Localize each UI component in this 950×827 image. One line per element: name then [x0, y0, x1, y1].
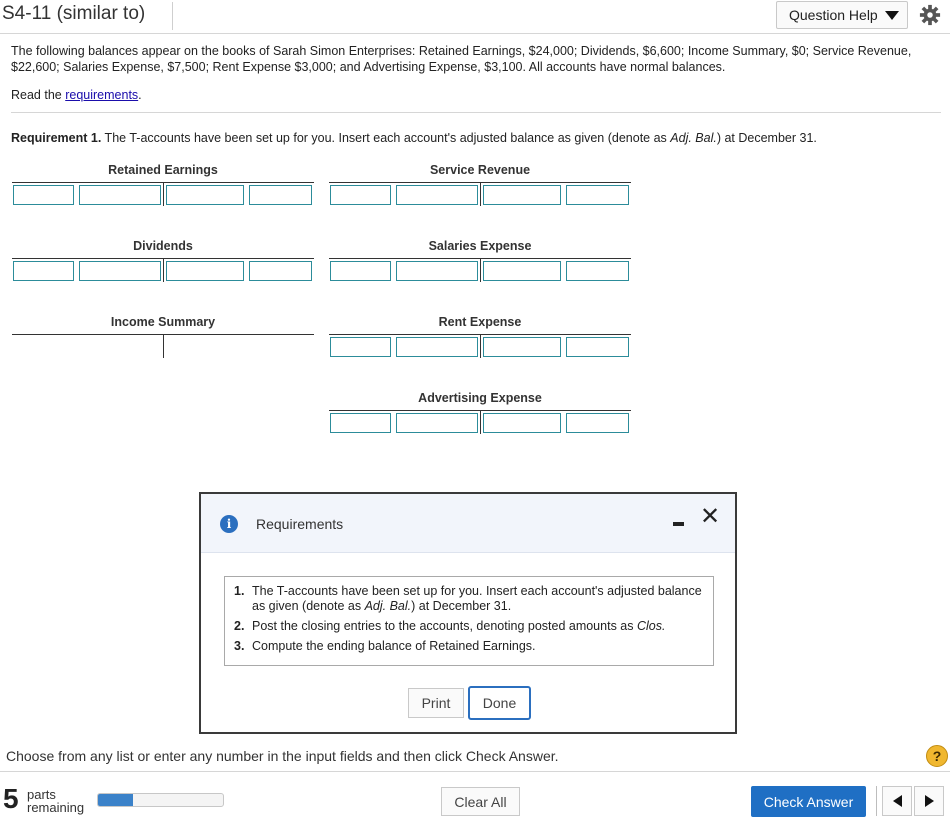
requirement-italic: Clos.	[636, 619, 666, 633]
debit-label-input[interactable]	[330, 185, 391, 205]
parts-remaining-label	[27, 788, 84, 814]
nav-divider	[876, 786, 877, 816]
debit-amount-input[interactable]	[396, 185, 478, 205]
requirements-link[interactable]: requirements	[65, 88, 139, 102]
parts-word: parts	[27, 787, 56, 802]
problem-statement: The following balances appear on the books of Sarah Simon Enterprises: Retained Earnings, $24,000; Dividends, $6,600; Income Summary, $0; Service Revenue, $22,600; Salaries Expense, $7,500; Rent Expense $3,000; and Advertising Expense, $3,100. All accounts have normal balances.	[11, 44, 912, 74]
t-account-title: Rent Expense	[438, 315, 522, 329]
t-account-divider	[480, 410, 481, 434]
credit-label-input[interactable]	[566, 337, 629, 357]
t-account-title: Advertising Expense	[418, 391, 542, 405]
progress-bar	[97, 793, 224, 807]
t-account-title: Income Summary	[110, 315, 216, 329]
t-account-divider	[480, 334, 481, 358]
close-icon[interactable]: ✕	[699, 503, 721, 530]
requirement-text	[252, 619, 665, 634]
credit-amount-input[interactable]	[483, 337, 561, 357]
help-icon[interactable]: ?	[926, 745, 948, 767]
title-divider	[172, 2, 173, 30]
credit-label-input[interactable]	[249, 261, 312, 281]
question-help-button[interactable]	[776, 1, 908, 29]
requirement-italic: Adj. Bal.	[364, 599, 412, 613]
t-account-title: Service Revenue	[429, 163, 531, 177]
debit-label-input[interactable]	[13, 261, 74, 281]
debit-amount-input[interactable]	[79, 185, 161, 205]
credit-label-input[interactable]	[566, 185, 629, 205]
credit-amount-input[interactable]	[483, 185, 561, 205]
debit-label-input[interactable]	[330, 413, 391, 433]
t-account-title: Salaries Expense	[428, 239, 532, 253]
t-account-divider	[163, 182, 164, 206]
check-answer-button[interactable]: Check Answer	[751, 786, 866, 817]
requirement-item	[234, 584, 713, 614]
instruction-hint: Choose from any list or enter any number in the input fields and then click Check Answer.	[6, 748, 559, 764]
gear-icon[interactable]	[918, 4, 942, 26]
requirement-number: 1.	[234, 584, 245, 598]
requirement-1-instruction	[11, 131, 817, 145]
requirement-text-after: ) at December 31.	[411, 599, 512, 613]
minimize-icon[interactable]	[673, 516, 685, 530]
requirement-item	[234, 639, 713, 654]
debit-amount-input[interactable]	[79, 261, 161, 281]
dialog-title: Requirements	[256, 516, 344, 532]
t-account-divider	[480, 258, 481, 282]
credit-label-input[interactable]	[566, 261, 629, 281]
debit-label-input[interactable]	[330, 337, 391, 357]
requirement-text-before: Compute the ending balance of Retained Earnings.	[252, 639, 536, 653]
next-button[interactable]	[914, 786, 944, 816]
requirement-item	[234, 619, 713, 634]
debit-amount-input[interactable]	[396, 413, 478, 433]
clear-all-button[interactable]: Clear All	[441, 787, 520, 816]
credit-label-input[interactable]	[249, 185, 312, 205]
requirement-1-text-after: ) at December 31.	[716, 131, 817, 145]
t-account-title: Retained Earnings	[108, 163, 218, 177]
requirement-1-italic: Adj. Bal.	[670, 131, 717, 145]
credit-label-input[interactable]	[566, 413, 629, 433]
caret-down-icon	[885, 11, 899, 20]
credit-amount-input[interactable]	[166, 261, 244, 281]
header-divider	[0, 33, 950, 34]
read-requirements-line	[11, 88, 142, 102]
requirement-1-label: Requirement 1.	[11, 131, 102, 145]
requirement-text	[252, 639, 536, 654]
requirements-list	[224, 576, 714, 666]
t-account-divider	[480, 182, 481, 206]
footer-divider	[0, 771, 950, 772]
done-button[interactable]: Done	[468, 686, 531, 720]
prev-arrow-icon	[893, 795, 902, 807]
requirement-text-before: Post the closing entries to the accounts, denoting posted amounts as	[252, 619, 637, 633]
debit-amount-input[interactable]	[396, 261, 478, 281]
debit-amount-input[interactable]	[396, 337, 478, 357]
credit-amount-input[interactable]	[483, 413, 561, 433]
requirement-text-before: The T-accounts have been set up for you. Insert each account's adjusted balance as given (denote as	[252, 584, 702, 613]
debit-label-input[interactable]	[330, 261, 391, 281]
read-prefix: Read the	[11, 88, 66, 102]
requirements-dialog	[199, 492, 737, 734]
question-help-label: Question Help	[789, 7, 878, 23]
debit-label-input[interactable]	[13, 185, 74, 205]
remaining-word: remaining	[27, 800, 85, 815]
requirement-text	[252, 584, 713, 614]
progress-fill	[98, 794, 133, 806]
parts-remaining-count: 5	[3, 783, 19, 814]
next-arrow-icon	[925, 795, 934, 807]
t-account-divider	[163, 334, 164, 358]
read-suffix: .	[138, 88, 142, 102]
requirement-number: 3.	[234, 639, 245, 653]
credit-amount-input[interactable]	[483, 261, 561, 281]
section-divider	[11, 112, 941, 113]
credit-amount-input[interactable]	[166, 185, 244, 205]
requirement-1-text-before: The T-accounts have been set up for you. Insert each account's adjusted balance as given (denote as	[101, 131, 671, 145]
requirement-number: 2.	[234, 619, 245, 633]
info-icon: i	[220, 515, 238, 533]
print-button[interactable]: Print	[408, 688, 464, 718]
previous-button[interactable]	[882, 786, 912, 816]
dialog-header[interactable]	[201, 494, 735, 553]
page-title: S4-11 (similar to)	[2, 3, 146, 24]
t-account-divider	[163, 258, 164, 282]
t-account-title: Dividends	[133, 239, 193, 253]
